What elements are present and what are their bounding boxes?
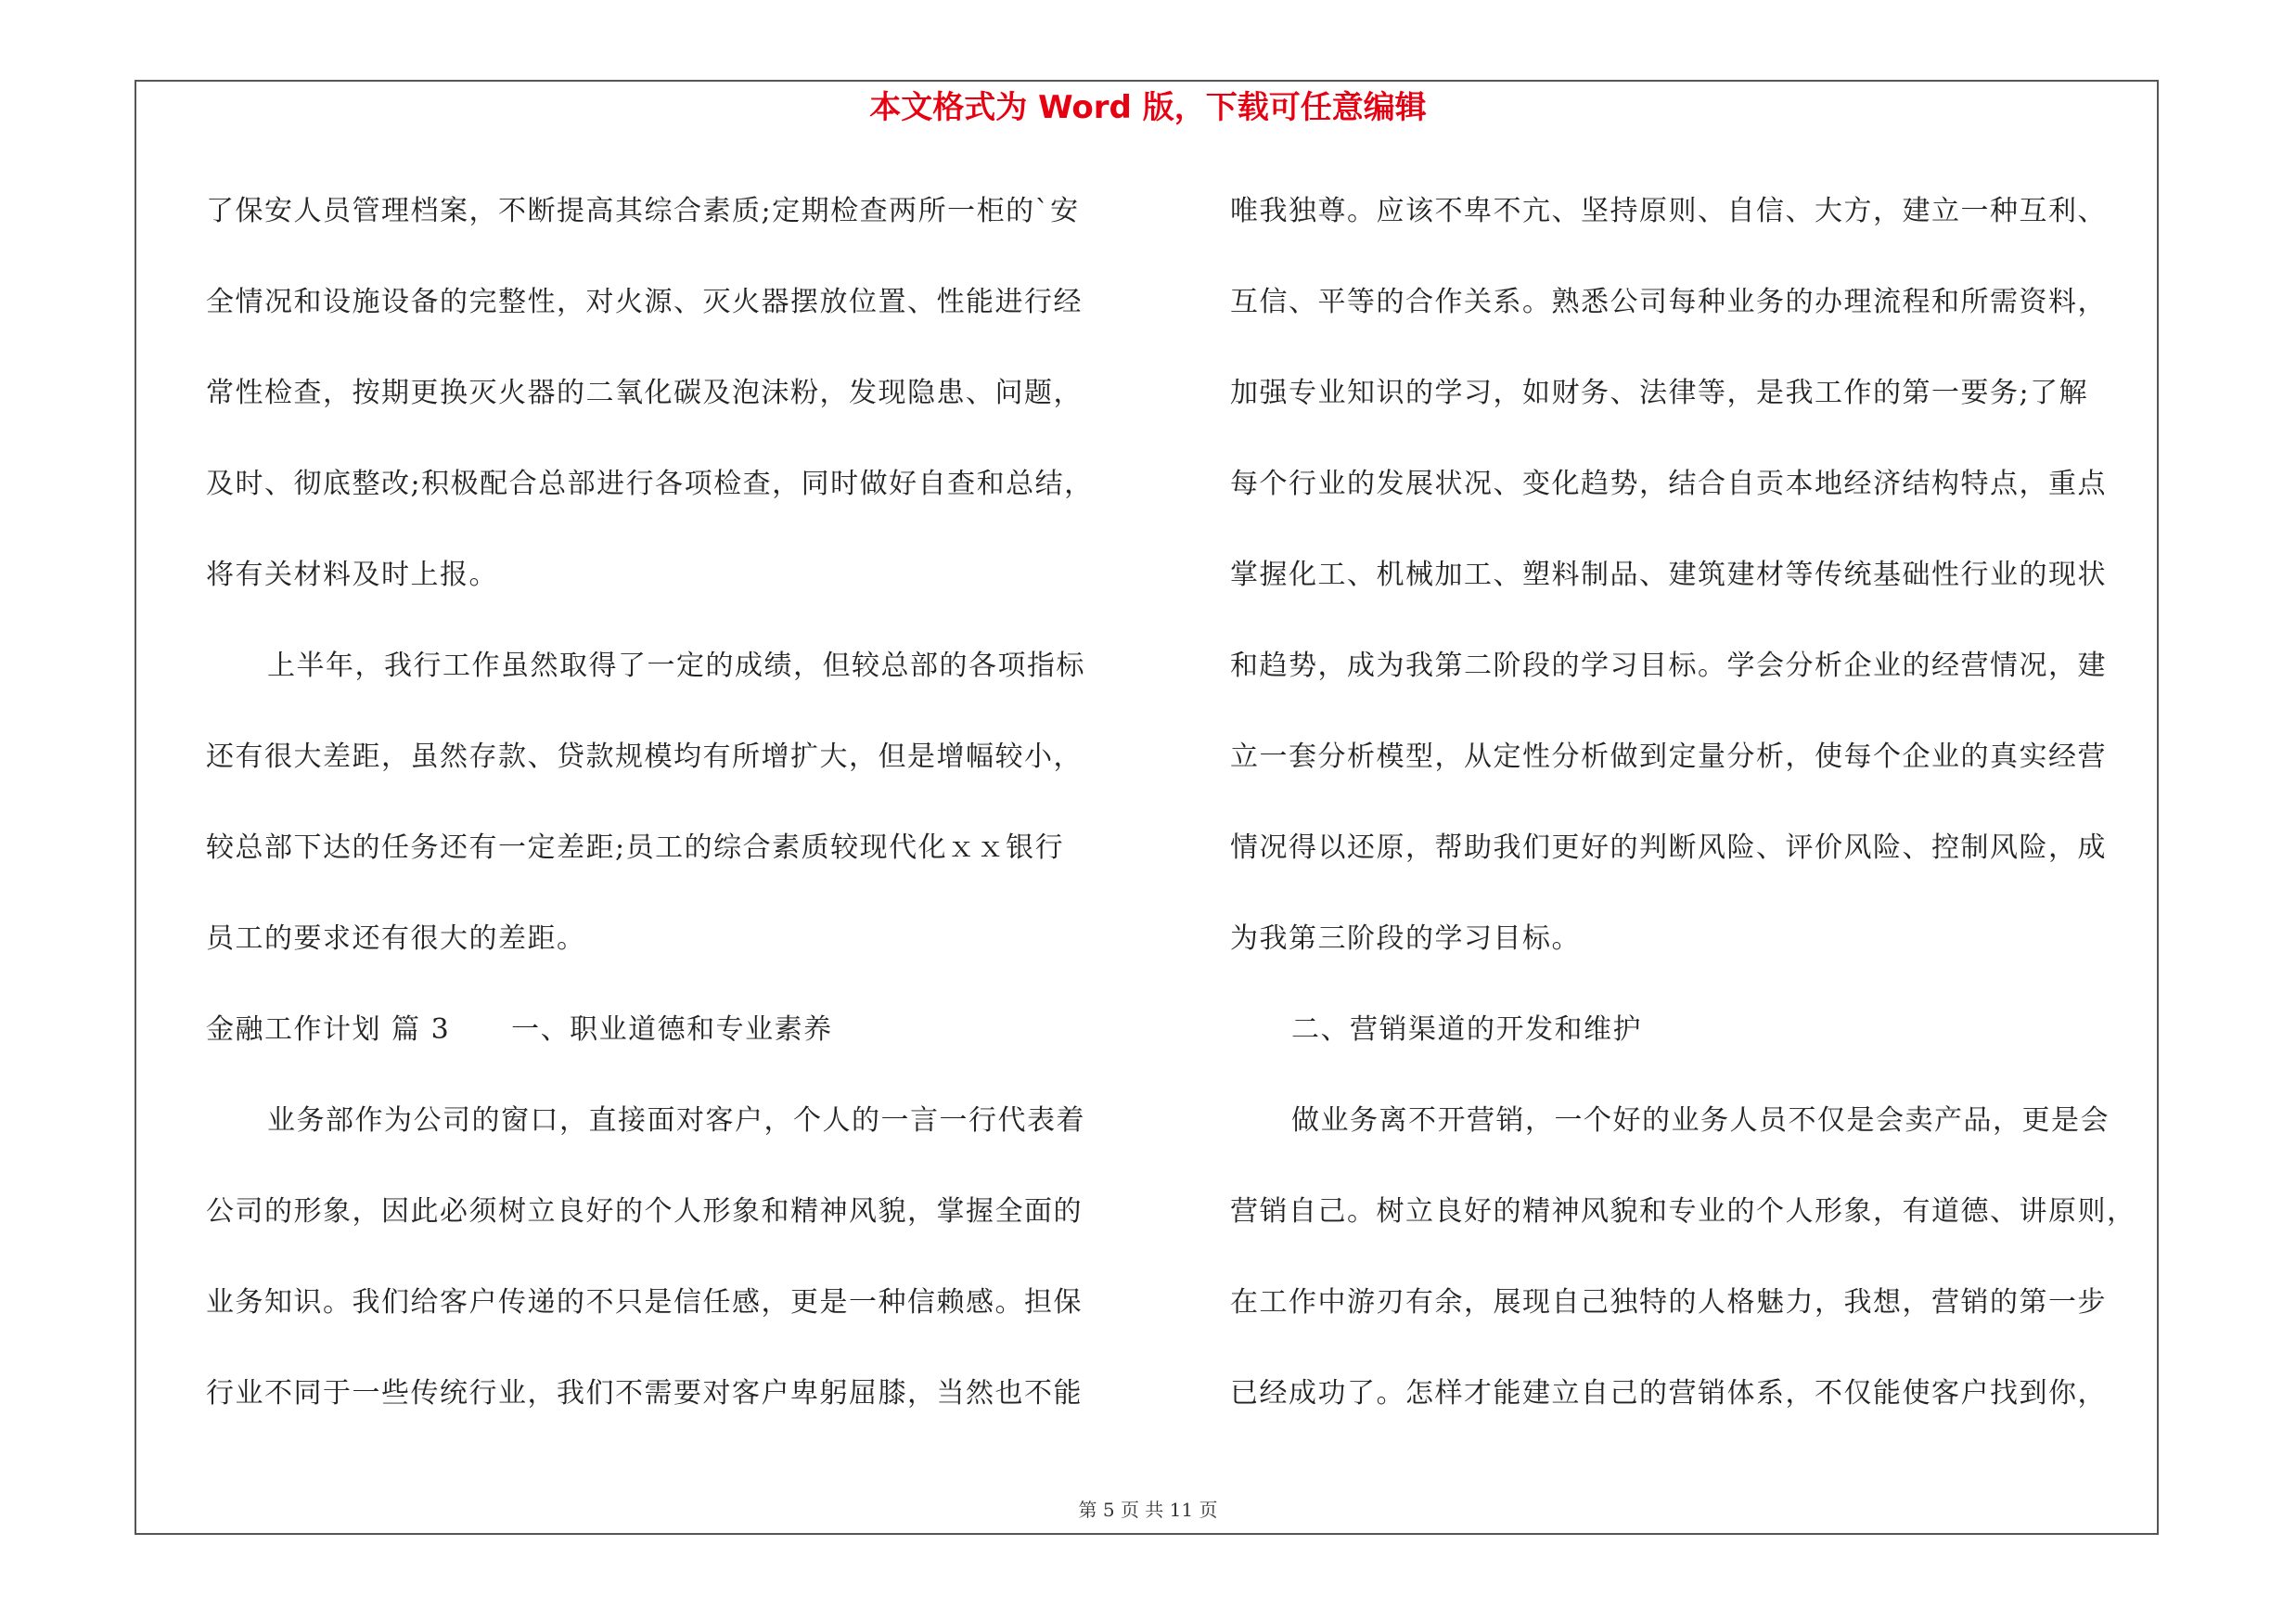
paragraph-line: 做业务离不开营销，一个好的业务人员不仅是会卖产品，更是会 <box>1291 1104 2110 1137</box>
format-notice-banner: 本文格式为 Word 版，下载可任意编辑 <box>869 89 1427 126</box>
section-heading-row <box>206 1004 1143 1095</box>
paragraph-line: 员工的要求还有很大的差距。 <box>206 922 586 955</box>
paragraph-line: 全情况和设施设备的完整性，对火源、灭火器摆放位置、性能进行经 <box>206 286 1083 318</box>
plan-title: 金融工作计划 篇 3 <box>206 1013 451 1046</box>
paragraph-line: 行业不同于一些传统行业，我们不需要对客户卑躬屈膝，当然也不能 <box>206 1377 1083 1410</box>
paragraph-line: 每个行业的发展状况、变化趋势，结合自贡本地经济结构特点，重点 <box>1230 468 2107 500</box>
paragraph-line: 常性检查，按期更换灭火器的二氧化碳及泡沫粉，发现隐患、问题， <box>206 377 1083 409</box>
paragraph-line: 已经成功了。怎样才能建立自己的营销体系，不仅能使客户找到你， <box>1230 1377 2107 1410</box>
paragraph-line: 情况得以还原，帮助我们更好的判断风险、评价风险、控制风险，成 <box>1230 831 2107 864</box>
paragraph-line: 及时、彻底整改;积极配合总部进行各项检查，同时做好自查和总结， <box>206 468 1094 500</box>
paragraph-line: 较总部下达的任务还有一定差距;员工的综合素质较现代化ｘｘ银行 <box>206 831 1065 864</box>
paragraph-line: 了保安人员管理档案，不断提高其综合素质;定期检查两所一柜的`安 <box>206 195 1080 227</box>
paragraph-line: 公司的形象，因此必须树立良好的个人形象和精神风貌，掌握全面的 <box>206 1195 1083 1228</box>
paragraph-line: 上半年，我行工作虽然取得了一定的成绩，但较总部的各项指标 <box>267 650 1085 682</box>
paragraph-line: 业务部作为公司的窗口，直接面对客户，个人的一言一行代表着 <box>267 1104 1085 1137</box>
left-column <box>206 186 1143 1459</box>
paragraph-line: 和趋势，成为我第二阶段的学习目标。学会分析企业的经营情况，建 <box>1230 650 2107 682</box>
page-number-footer: 第 5 页 共 11 页 <box>1078 1499 1218 1521</box>
paragraph-line: 为我第三阶段的学习目标。 <box>1230 922 1581 955</box>
paragraph-line: 唯我独尊。应该不卑不亢、坚持原则、自信、大方，建立一种互利、 <box>1230 195 2107 227</box>
paragraph-line: 营销自己。树立良好的精神风貌和专业的个人形象，有道德、讲原则， <box>1230 1195 2136 1228</box>
section-heading: 二、营销渠道的开发和维护 <box>1291 1013 1642 1046</box>
right-column <box>1230 186 2158 1459</box>
paragraph-line: 加强专业知识的学习，如财务、法律等，是我工作的第一要务;了解 <box>1230 377 2089 409</box>
paragraph-line: 将有关材料及时上报。 <box>206 559 498 591</box>
paragraph-line: 立一套分析模型，从定性分析做到定量分析，使每个企业的真实经营 <box>1230 741 2107 773</box>
section-heading: 一、职业道德和专业素养 <box>511 1013 833 1046</box>
paragraph-line: 互信、平等的合作关系。熟悉公司每种业务的办理流程和所需资料， <box>1230 286 2107 318</box>
paragraph-line: 掌握化工、机械加工、塑料制品、建筑建材等传统基础性行业的现状 <box>1230 559 2107 591</box>
paragraph-line: 还有很大差距，虽然存款、贷款规模均有所增扩大，但是增幅较小， <box>206 741 1083 773</box>
paragraph-line: 业务知识。我们给客户传递的不只是信任感，更是一种信赖感。担保 <box>206 1286 1083 1319</box>
paragraph-line: 在工作中游刃有余，展现自己独特的人格魅力，我想，营销的第一步 <box>1230 1286 2107 1319</box>
